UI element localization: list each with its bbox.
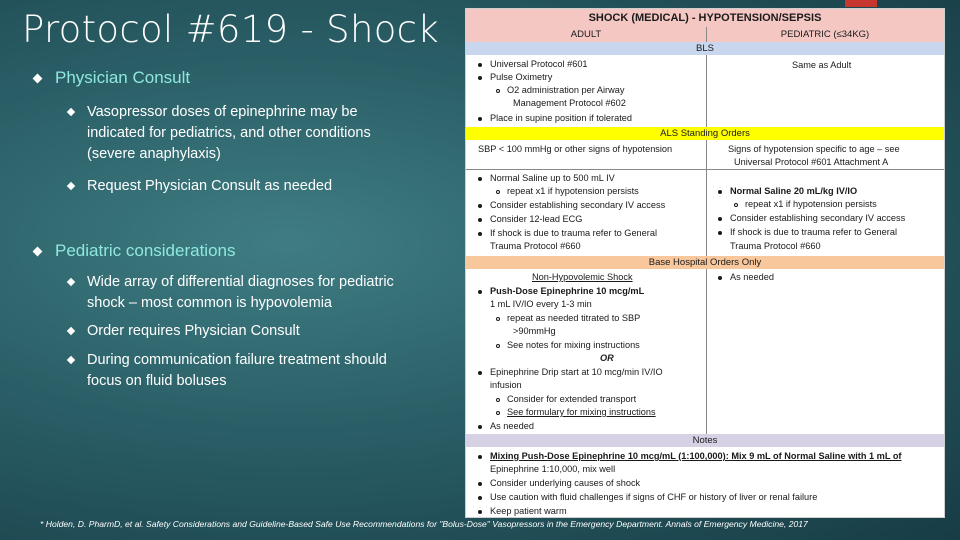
- bullet-text-line: During communication failure treatment should: [87, 352, 387, 368]
- slide-title: Protocol #619 - Shock: [22, 8, 440, 51]
- diamond-bullet-icon: [33, 247, 43, 257]
- als-ped-item: Consider establishing secondary IV access: [718, 212, 905, 225]
- protocol-sheet: [465, 8, 945, 518]
- base-adult-subitem: See formulary for mixing instructions: [496, 406, 656, 419]
- bullet-text: Pediatric considerations: [55, 241, 236, 260]
- als-adult-item: Consider establishing secondary IV access: [478, 199, 665, 212]
- bullet-text-line: (severe anaphylaxis): [87, 146, 221, 162]
- base-adult-item: Push-Dose Epinephrine 10 mcg/mL: [478, 285, 644, 298]
- base-adult-item: Epinephrine Drip start at 10 mcg/min IV/IO: [478, 366, 663, 379]
- note-item-line: Epinephrine 1:10,000, mix well: [490, 464, 616, 474]
- base-adult-subitem: repeat as needed titrated to SBP: [496, 312, 640, 325]
- als-ped-item-line: Trauma Protocol #660: [730, 241, 821, 251]
- base-adult-item-line: 1 mL IV/IO every 1-3 min: [490, 299, 592, 309]
- als-ped-item: Normal Saline 20 mL/kg IV/IO: [718, 185, 857, 198]
- als-adult-item: If shock is due to trauma refer to General: [478, 227, 657, 240]
- column-headers: [466, 27, 944, 42]
- or-divider: OR: [600, 353, 614, 363]
- als-adult-item-line: Trauma Protocol #660: [490, 241, 581, 251]
- diamond-bullet-icon: [67, 356, 75, 364]
- bullet-text-line: Vasopressor doses of epinephrine may be: [87, 104, 358, 120]
- accent-bar: [845, 0, 877, 7]
- bls-subitem: O2 administration per Airway: [496, 84, 624, 97]
- ped-sign-line: Signs of hypotension specific to age – see: [728, 144, 900, 154]
- diamond-bullet-icon: [67, 278, 75, 286]
- citation-footnote: * Holden, D. PharmD, et al. Safety Considerations and Guideline-Based Safe Use Recommendations for "Bolus-Dose" Vasopressors in the Emergency Department. Annals of Emergency Medicine, 2017: [40, 519, 808, 529]
- als-adult-item: Normal Saline up to 500 mL IV: [478, 172, 615, 185]
- diamond-bullet-icon: [33, 74, 43, 84]
- bullet-text: Physician Consult: [55, 68, 191, 87]
- bullet-text-line: focus on fluid boluses: [87, 373, 227, 389]
- als-adult-item: Consider 12-lead ECG: [478, 213, 582, 226]
- bullet-text: Request Physician Consult as needed: [87, 178, 333, 194]
- bullet-text-line: shock – most common is hypovolemia: [87, 295, 332, 311]
- base-adult-item: As needed: [478, 420, 534, 433]
- ped-sign-line: Universal Protocol #601 Attachment A: [734, 157, 889, 167]
- sbp-line: SBP < 100 mmHg or other signs of hypotension: [478, 144, 673, 154]
- adult-column-header: ADULT: [570, 29, 602, 40]
- base-ped-item: As needed: [718, 271, 774, 284]
- bullet-text-line: indicated for pediatrics, and other conditions: [87, 125, 371, 141]
- non-hypovolemic-heading: Non-Hypovolemic Shock: [532, 272, 633, 282]
- notes-bar: Notes: [466, 434, 944, 447]
- base-hospital-bar: Base Hospital Orders Only: [466, 256, 944, 269]
- bls-bar: BLS: [466, 42, 944, 55]
- bls-subitem-line: Management Protocol #602: [513, 98, 626, 108]
- bullet-text: Order requires Physician Consult: [87, 323, 300, 339]
- pediatric-column-header: PEDIATRIC (≤34KG): [780, 29, 870, 40]
- diamond-bullet-icon: [67, 182, 75, 190]
- diamond-bullet-icon: [67, 327, 75, 335]
- als-adult-subitem: repeat x1 if hypotension persists: [496, 185, 639, 198]
- als-ped-subitem: repeat x1 if hypotension persists: [734, 198, 877, 211]
- base-adult-subitem: See notes for mixing instructions: [496, 339, 640, 352]
- bullet-text-line: Wide array of differential diagnoses for pediatric: [87, 274, 394, 290]
- diamond-bullet-icon: [67, 108, 75, 116]
- als-ped-item: If shock is due to trauma refer to General: [718, 226, 897, 239]
- als-bar: ALS Standing Orders: [466, 127, 944, 140]
- bls-item: Pulse Oximetry: [478, 71, 552, 84]
- note-item: Keep patient warm: [478, 505, 567, 518]
- note-item: Consider underlying causes of shock: [478, 477, 640, 490]
- note-item: Use caution with fluid challenges if signs of CHF or history of liver or renal failure: [478, 491, 817, 504]
- base-adult-subitem: Consider for extended transport: [496, 393, 636, 406]
- bls-item: Universal Protocol #601: [478, 58, 588, 71]
- base-adult-item-line: infusion: [490, 380, 522, 390]
- bls-item: Place in supine position if tolerated: [478, 112, 632, 125]
- protocol-header: SHOCK (MEDICAL) - HYPOTENSION/SEPSIS: [466, 9, 944, 27]
- note-item: Mixing Push-Dose Epinephrine 10 mcg/mL (1:100,000): Mix 9 mL of Normal Saline with 1 mL of: [478, 450, 902, 463]
- bls-pediatric-text: Same as Adult: [792, 60, 852, 70]
- base-adult-subitem-line: >90mmHg: [513, 326, 556, 336]
